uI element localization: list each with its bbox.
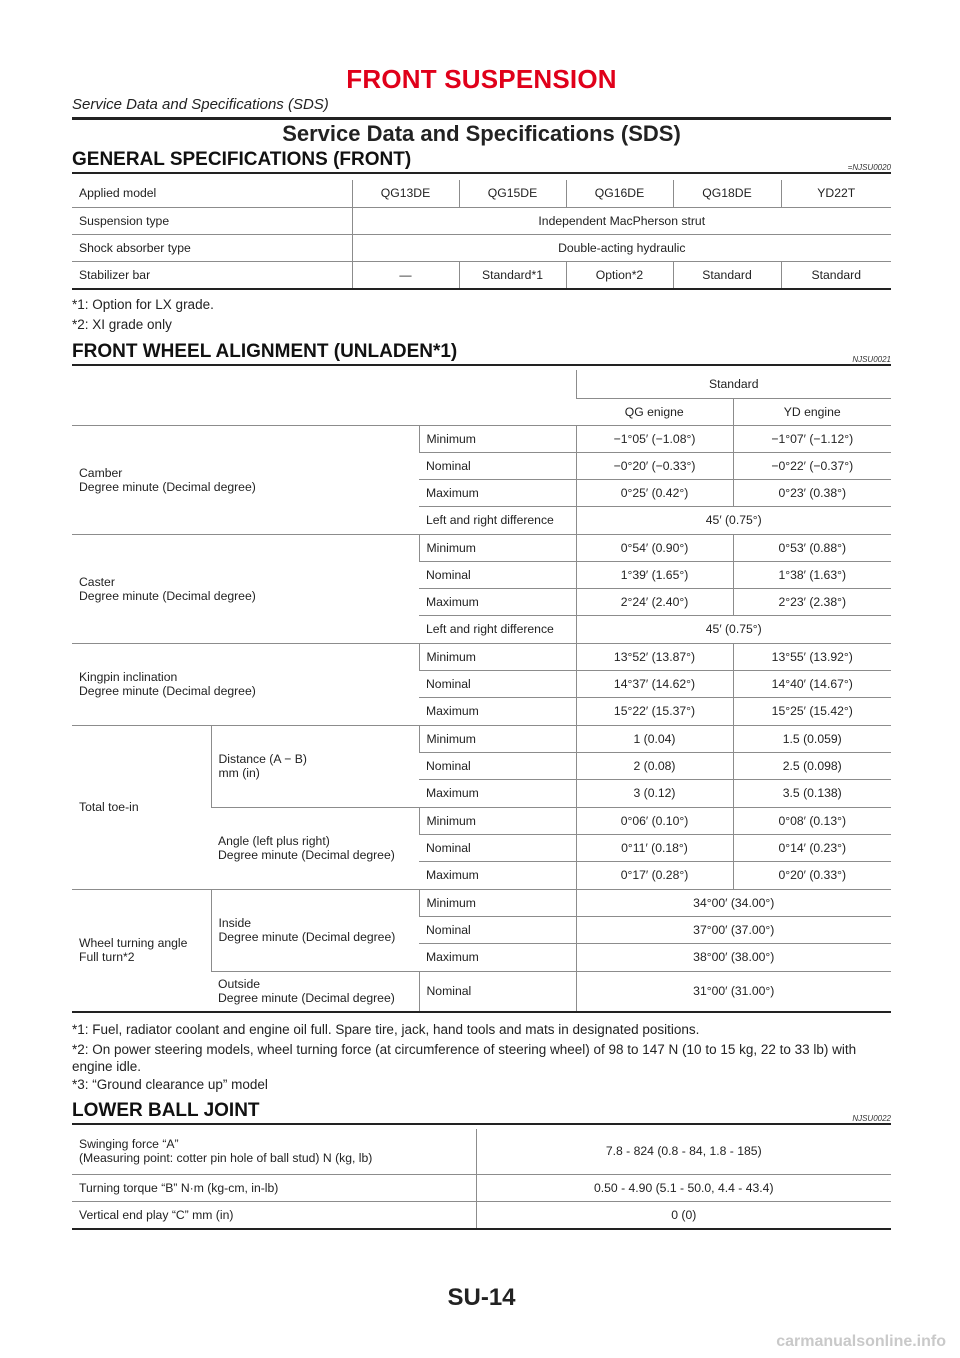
value-cell: −1°05′ (−1.08°) bbox=[576, 425, 733, 452]
turning-outside-line1: Outside bbox=[218, 977, 261, 992]
stabilizer-cell: Option*2 bbox=[566, 261, 673, 289]
toe-distance-line2: mm (in) bbox=[218, 766, 260, 780]
value-cell: 0°06′ (0.10°) bbox=[576, 807, 733, 834]
general-spec-heading bbox=[72, 149, 891, 174]
toe-distance-line1: Distance (A − B) bbox=[218, 752, 307, 766]
row-label: Nominal bbox=[419, 834, 576, 861]
suspension-type-value: Independent MacPherson strut bbox=[352, 207, 891, 234]
turning-torque-label: Turning torque “B” N·m (kg-cm, in-lb) bbox=[72, 1174, 476, 1201]
camber-label bbox=[72, 425, 419, 534]
ball-joint-rule bbox=[72, 1123, 891, 1125]
value-cell: 0°11′ (0.18°) bbox=[576, 834, 733, 861]
stabilizer-cell: Standard bbox=[673, 261, 781, 289]
kingpin-label-line1: Kingpin inclination bbox=[79, 670, 178, 684]
alignment-code: NJSU0021 bbox=[852, 355, 891, 364]
row-label: Nominal bbox=[419, 971, 576, 1012]
value-cell: 0°20′ (0.33°) bbox=[733, 861, 891, 889]
row-label: Nominal bbox=[419, 916, 576, 943]
end-play-label: Vertical end play “C” mm (in) bbox=[72, 1201, 476, 1229]
row-label: Maximum bbox=[419, 479, 576, 506]
toe-angle-label bbox=[211, 807, 419, 889]
alignment-note: *3: “Ground clearance up” model bbox=[72, 1077, 268, 1092]
turning-torque-value: 0.50 - 4.90 (5.1 - 50.0, 4.4 - 43.4) bbox=[476, 1174, 891, 1201]
table-row bbox=[72, 1174, 891, 1201]
page-number: SU-14 bbox=[447, 1284, 516, 1311]
ball-joint-title: LOWER BALL JOINT bbox=[72, 1100, 260, 1121]
stabilizer-cell: — bbox=[352, 261, 459, 289]
value-cell: 1°39′ (1.65°) bbox=[576, 561, 733, 588]
value-cell: 13°52′ (13.87°) bbox=[576, 643, 733, 670]
value-cell: 1 (0.04) bbox=[576, 725, 733, 752]
general-note: *1: Option for LX grade. bbox=[72, 297, 214, 312]
caster-label bbox=[72, 534, 419, 643]
suspension-type-label: Suspension type bbox=[72, 207, 352, 234]
turning-label-line1: Wheel turning angle bbox=[79, 936, 188, 951]
value-cell: 34°00′ (34.00°) bbox=[576, 889, 891, 916]
table-row bbox=[72, 1201, 891, 1229]
turning-inside-label bbox=[211, 889, 419, 971]
swinging-force-value: 7.8 - 824 (0.8 - 84, 1.8 - 185) bbox=[476, 1129, 891, 1174]
value-cell: 2 (0.08) bbox=[576, 752, 733, 779]
table-row bbox=[72, 234, 891, 261]
kingpin-label bbox=[72, 643, 419, 725]
shock-absorber-value: Double-acting hydraulic bbox=[352, 234, 891, 261]
row-label: Left and right difference bbox=[419, 615, 576, 643]
value-cell: 1°38′ (1.63°) bbox=[733, 561, 891, 588]
value-cell: 15°25′ (15.42°) bbox=[733, 697, 891, 725]
model-cell: QG15DE bbox=[459, 180, 566, 207]
row-label: Maximum bbox=[419, 779, 576, 807]
model-cell: QG18DE bbox=[673, 180, 781, 207]
row-label: Minimum bbox=[419, 807, 576, 834]
value-cell: 0°14′ (0.23°) bbox=[733, 834, 891, 861]
stabilizer-label: Stabilizer bar bbox=[72, 261, 352, 289]
value-cell: −0°22′ (−0.37°) bbox=[733, 452, 891, 479]
ball-joint-table bbox=[72, 1129, 891, 1230]
model-cell: YD22T bbox=[781, 180, 891, 207]
watermark: carmanualsonline.info bbox=[776, 1333, 946, 1350]
value-cell: 1.5 (0.059) bbox=[733, 725, 891, 752]
blank-header-cell bbox=[72, 370, 576, 425]
turning-label bbox=[72, 889, 211, 1012]
table-row bbox=[72, 261, 891, 289]
row-label: Minimum bbox=[419, 725, 576, 752]
general-note: *2: XI grade only bbox=[72, 317, 172, 332]
value-cell: −0°20′ (−0.33°) bbox=[576, 452, 733, 479]
row-label: Minimum bbox=[419, 889, 576, 916]
row-label: Maximum bbox=[419, 588, 576, 615]
swinging-force-line2: (Measuring point: cotter pin hole of ball stud) N (kg, lb) bbox=[79, 1151, 373, 1166]
ball-joint-code: NJSU0022 bbox=[852, 1114, 891, 1123]
value-cell: 2°24′ (2.40°) bbox=[576, 588, 733, 615]
caster-label-line2: Degree minute (Decimal degree) bbox=[79, 588, 256, 603]
value-cell: 37°00′ (37.00°) bbox=[576, 916, 891, 943]
shock-absorber-label: Shock absorber type bbox=[72, 234, 352, 261]
row-label: Minimum bbox=[419, 643, 576, 670]
row-label: Maximum bbox=[419, 943, 576, 971]
turning-inside-line2: Degree minute (Decimal degree) bbox=[218, 930, 396, 944]
general-spec-rule bbox=[72, 172, 891, 174]
turning-outside-label bbox=[211, 971, 419, 1012]
table-row bbox=[72, 643, 891, 670]
value-cell: 3 (0.12) bbox=[576, 779, 733, 807]
value-cell: 45′ (0.75°) bbox=[576, 615, 891, 643]
value-cell: 31°00′ (31.00°) bbox=[576, 971, 891, 1012]
stabilizer-cell: Standard bbox=[781, 261, 891, 289]
row-label: Nominal bbox=[419, 670, 576, 697]
toe-angle-line2: Degree minute (Decimal degree) bbox=[218, 848, 395, 862]
value-cell: −1°07′ (−1.12°) bbox=[733, 425, 891, 452]
qg-engine-header: QG enigne bbox=[576, 398, 733, 425]
kingpin-label-line2: Degree minute (Decimal degree) bbox=[79, 684, 256, 698]
row-label: Nominal bbox=[419, 452, 576, 479]
general-spec-table bbox=[72, 180, 891, 290]
model-cell: QG13DE bbox=[352, 180, 459, 207]
section-header-title: FRONT SUSPENSION bbox=[346, 64, 617, 94]
alignment-heading bbox=[72, 341, 891, 366]
camber-label-line1: Camber bbox=[79, 465, 123, 480]
table-row bbox=[72, 180, 891, 207]
value-cell: 0°17′ (0.28°) bbox=[576, 861, 733, 889]
alignment-note: *2: On power steering models, wheel turning force (at circumference of steering wheel) of 98 to 147 N (10 to 15 kg, 22 to 33 lb) with engine idle. bbox=[72, 1042, 857, 1074]
section-header-subtitle: Service Data and Specifications (SDS) bbox=[72, 96, 329, 113]
alignment-note: *1: Fuel, radiator coolant and engine oil full. Spare tire, jack, hand tools and mats in designated positions. bbox=[72, 1022, 700, 1037]
value-cell: 0°53′ (0.88°) bbox=[733, 534, 891, 561]
table-row bbox=[72, 889, 891, 916]
alignment-rule bbox=[72, 364, 891, 366]
caster-label-line1: Caster bbox=[79, 574, 115, 589]
stabilizer-cell: Standard*1 bbox=[459, 261, 566, 289]
model-cell: QG16DE bbox=[566, 180, 673, 207]
value-cell: 2.5 (0.098) bbox=[733, 752, 891, 779]
turning-inside-line1: Inside bbox=[218, 916, 252, 930]
table-row bbox=[72, 370, 891, 398]
value-cell: 14°37′ (14.62°) bbox=[576, 670, 733, 697]
value-cell: 13°55′ (13.92°) bbox=[733, 643, 891, 670]
row-label: Minimum bbox=[419, 534, 576, 561]
table-row bbox=[72, 425, 891, 452]
row-label: Maximum bbox=[419, 697, 576, 725]
row-label: Left and right difference bbox=[419, 506, 576, 534]
general-spec-code: =NJSU0020 bbox=[847, 163, 891, 172]
value-cell: 38°00′ (38.00°) bbox=[576, 943, 891, 971]
ball-joint-heading bbox=[72, 1100, 891, 1125]
turning-outside-line2: Degree minute (Decimal degree) bbox=[218, 991, 395, 1006]
row-label: Maximum bbox=[419, 861, 576, 889]
row-label: Minimum bbox=[419, 425, 576, 452]
table-row bbox=[72, 1129, 891, 1174]
value-cell: 0°25′ (0.42°) bbox=[576, 479, 733, 506]
end-play-value: 0 (0) bbox=[476, 1201, 891, 1229]
alignment-title: FRONT WHEEL ALIGNMENT (UNLADEN*1) bbox=[72, 341, 458, 362]
value-cell: 45′ (0.75°) bbox=[576, 506, 891, 534]
value-cell: 15°22′ (15.37°) bbox=[576, 697, 733, 725]
value-cell: 3.5 (0.138) bbox=[733, 779, 891, 807]
row-label: Nominal bbox=[419, 752, 576, 779]
row-label: Nominal bbox=[419, 561, 576, 588]
toe-distance-label bbox=[211, 725, 419, 807]
toe-angle-line1: Angle (left plus right) bbox=[218, 834, 330, 848]
turning-label-line2: Full turn*2 bbox=[79, 950, 135, 965]
toe-in-label: Total toe-in bbox=[72, 725, 211, 889]
table-row bbox=[72, 534, 891, 561]
value-cell: 2°23′ (2.38°) bbox=[733, 588, 891, 615]
table-row bbox=[72, 725, 891, 752]
camber-label-line2: Degree minute (Decimal degree) bbox=[79, 479, 256, 494]
value-cell: 0°54′ (0.90°) bbox=[576, 534, 733, 561]
table-row bbox=[72, 207, 891, 234]
standard-header: Standard bbox=[576, 370, 891, 398]
applied-model-label: Applied model bbox=[72, 180, 352, 207]
header-rule bbox=[72, 117, 891, 120]
value-cell: 14°40′ (14.67°) bbox=[733, 670, 891, 697]
value-cell: 0°23′ (0.38°) bbox=[733, 479, 891, 506]
page-title: Service Data and Specifications (SDS) bbox=[282, 121, 681, 146]
general-spec-title: GENERAL SPECIFICATIONS (FRONT) bbox=[72, 149, 412, 170]
swinging-force-label bbox=[72, 1129, 476, 1174]
alignment-table bbox=[72, 370, 891, 1013]
swinging-force-line1: Swinging force “A” bbox=[79, 1137, 179, 1152]
value-cell: 0°08′ (0.13°) bbox=[733, 807, 891, 834]
yd-engine-header: YD engine bbox=[733, 398, 891, 425]
